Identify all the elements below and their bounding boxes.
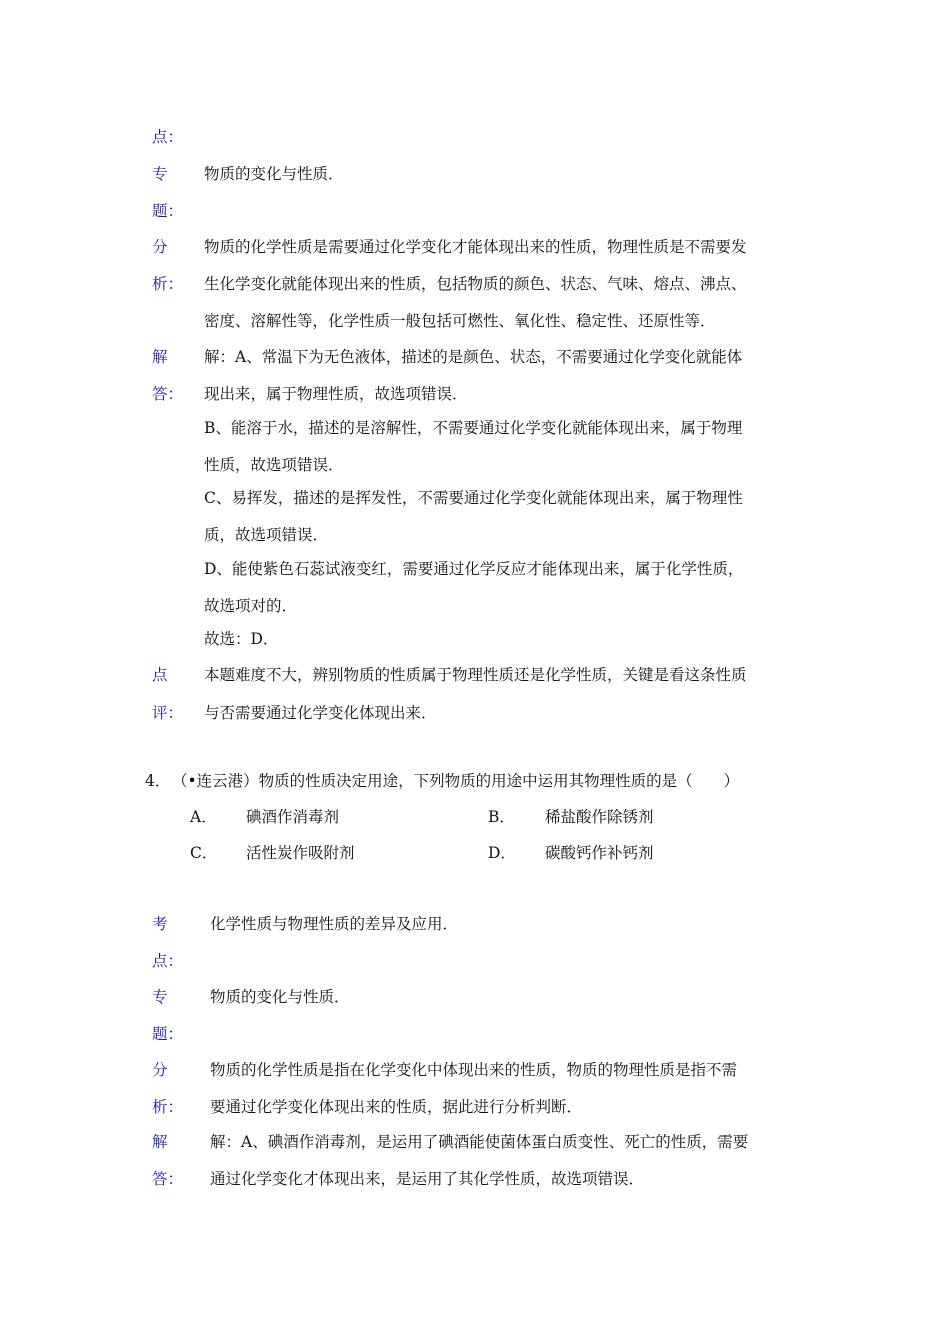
jieda-line: 解：A、碘酒作消毒剂，是运用了碘酒能使菌体蛋白质变性、死亡的性质，需要: [210, 1133, 749, 1151]
fenxi-label: 析：: [152, 1098, 184, 1116]
dianping-label: 评：: [152, 704, 184, 722]
dianping-line: 与否需要通过化学变化体现出来．: [204, 704, 437, 722]
kaodian-label: 考: [152, 915, 168, 933]
fenxi-line: 密度、溶解性等，化学性质一般包括可燃性、氧化性、稳定性、还原性等．: [204, 312, 716, 330]
option-a-letter: A．: [190, 808, 217, 826]
jieda-label: 答：: [152, 385, 184, 403]
kaodian-label: 点：: [152, 128, 184, 146]
option-d-text: 碳酸钙作补钙剂: [545, 844, 654, 862]
fenxi-line: 生化学变化就能体现出来的性质，包括物质的颜色、状态、气味、熔点、沸点、: [204, 275, 747, 293]
fenxi-label: 析：: [152, 275, 184, 293]
jieda-line: 故选项对的．: [204, 597, 298, 615]
jieda-line: 性质，故选项错误．: [204, 456, 344, 474]
zhuanti-text: 物质的变化与性质．: [210, 988, 350, 1006]
jieda-line: C、易挥发，描述的是挥发性，不需要通过化学变化就能体现出来，属于物理性: [204, 489, 743, 507]
option-c-letter: C．: [190, 844, 218, 862]
zhuanti-label: 题：: [152, 202, 184, 220]
jieda-line: 解：A、常温下为无色液体，描述的是颜色、状态，不需要通过化学变化就能体: [204, 348, 743, 366]
option-a-text: 碘酒作消毒剂: [246, 808, 340, 826]
fenxi-line: 物质的化学性质是指在化学变化中体现出来的性质，物质的物理性质是指不需: [210, 1061, 738, 1079]
fenxi-line: 要通过化学变化体现出来的性质，据此进行分析判断．: [210, 1098, 583, 1116]
jieda-line: 现出来，属于物理性质，故选项错误．: [204, 385, 468, 403]
kaodian-label: 点：: [152, 952, 184, 970]
fenxi-label: 分: [152, 1061, 168, 1079]
jieda-label: 解: [152, 1133, 168, 1151]
option-c-text: 活性炭作吸附剂: [246, 844, 355, 862]
option-b-letter: B．: [488, 808, 515, 826]
zhuanti-text: 物质的变化与性质．: [204, 165, 344, 183]
jieda-label: 解: [152, 348, 168, 366]
dianping-label: 点: [152, 666, 168, 684]
jieda-line: 通过化学变化才体现出来，是运用了其化学性质，故选项错误．: [210, 1170, 645, 1188]
fenxi-label: 分: [152, 238, 168, 256]
jieda-line: B、能溶于水，描述的是溶解性，不需要通过化学变化就能体现出来，属于物理: [204, 419, 743, 437]
jieda-line: D、能使紫色石蕊试液变红，需要通过化学反应才能体现出来，属于化学性质，: [204, 560, 744, 578]
zhuanti-label: 专: [152, 165, 168, 183]
option-d-letter: D．: [488, 844, 516, 862]
jieda-label: 答：: [152, 1170, 184, 1188]
question-number: 4．: [145, 772, 171, 790]
jieda-line: 故选：D．: [204, 630, 279, 648]
dianping-line: 本题难度不大，辨别物质的性质属于物理性质还是化学性质，关键是看这条性质: [204, 666, 747, 684]
fenxi-line: 物质的化学性质是需要通过化学变化才能体现出来的性质，物理性质是不需要发: [204, 238, 747, 256]
zhuanti-label: 专: [152, 988, 168, 1006]
jieda-line: 质，故选项错误．: [204, 526, 329, 544]
zhuanti-label: 题：: [152, 1025, 184, 1043]
option-b-text: 稀盐酸作除锈剂: [545, 808, 654, 826]
question-stem: （•连云港）物质的性质决定用途，下列物质的用途中运用其物理性质的是（ ）: [172, 772, 740, 790]
kaodian-text: 化学性质与物理性质的差异及应用．: [210, 915, 459, 933]
